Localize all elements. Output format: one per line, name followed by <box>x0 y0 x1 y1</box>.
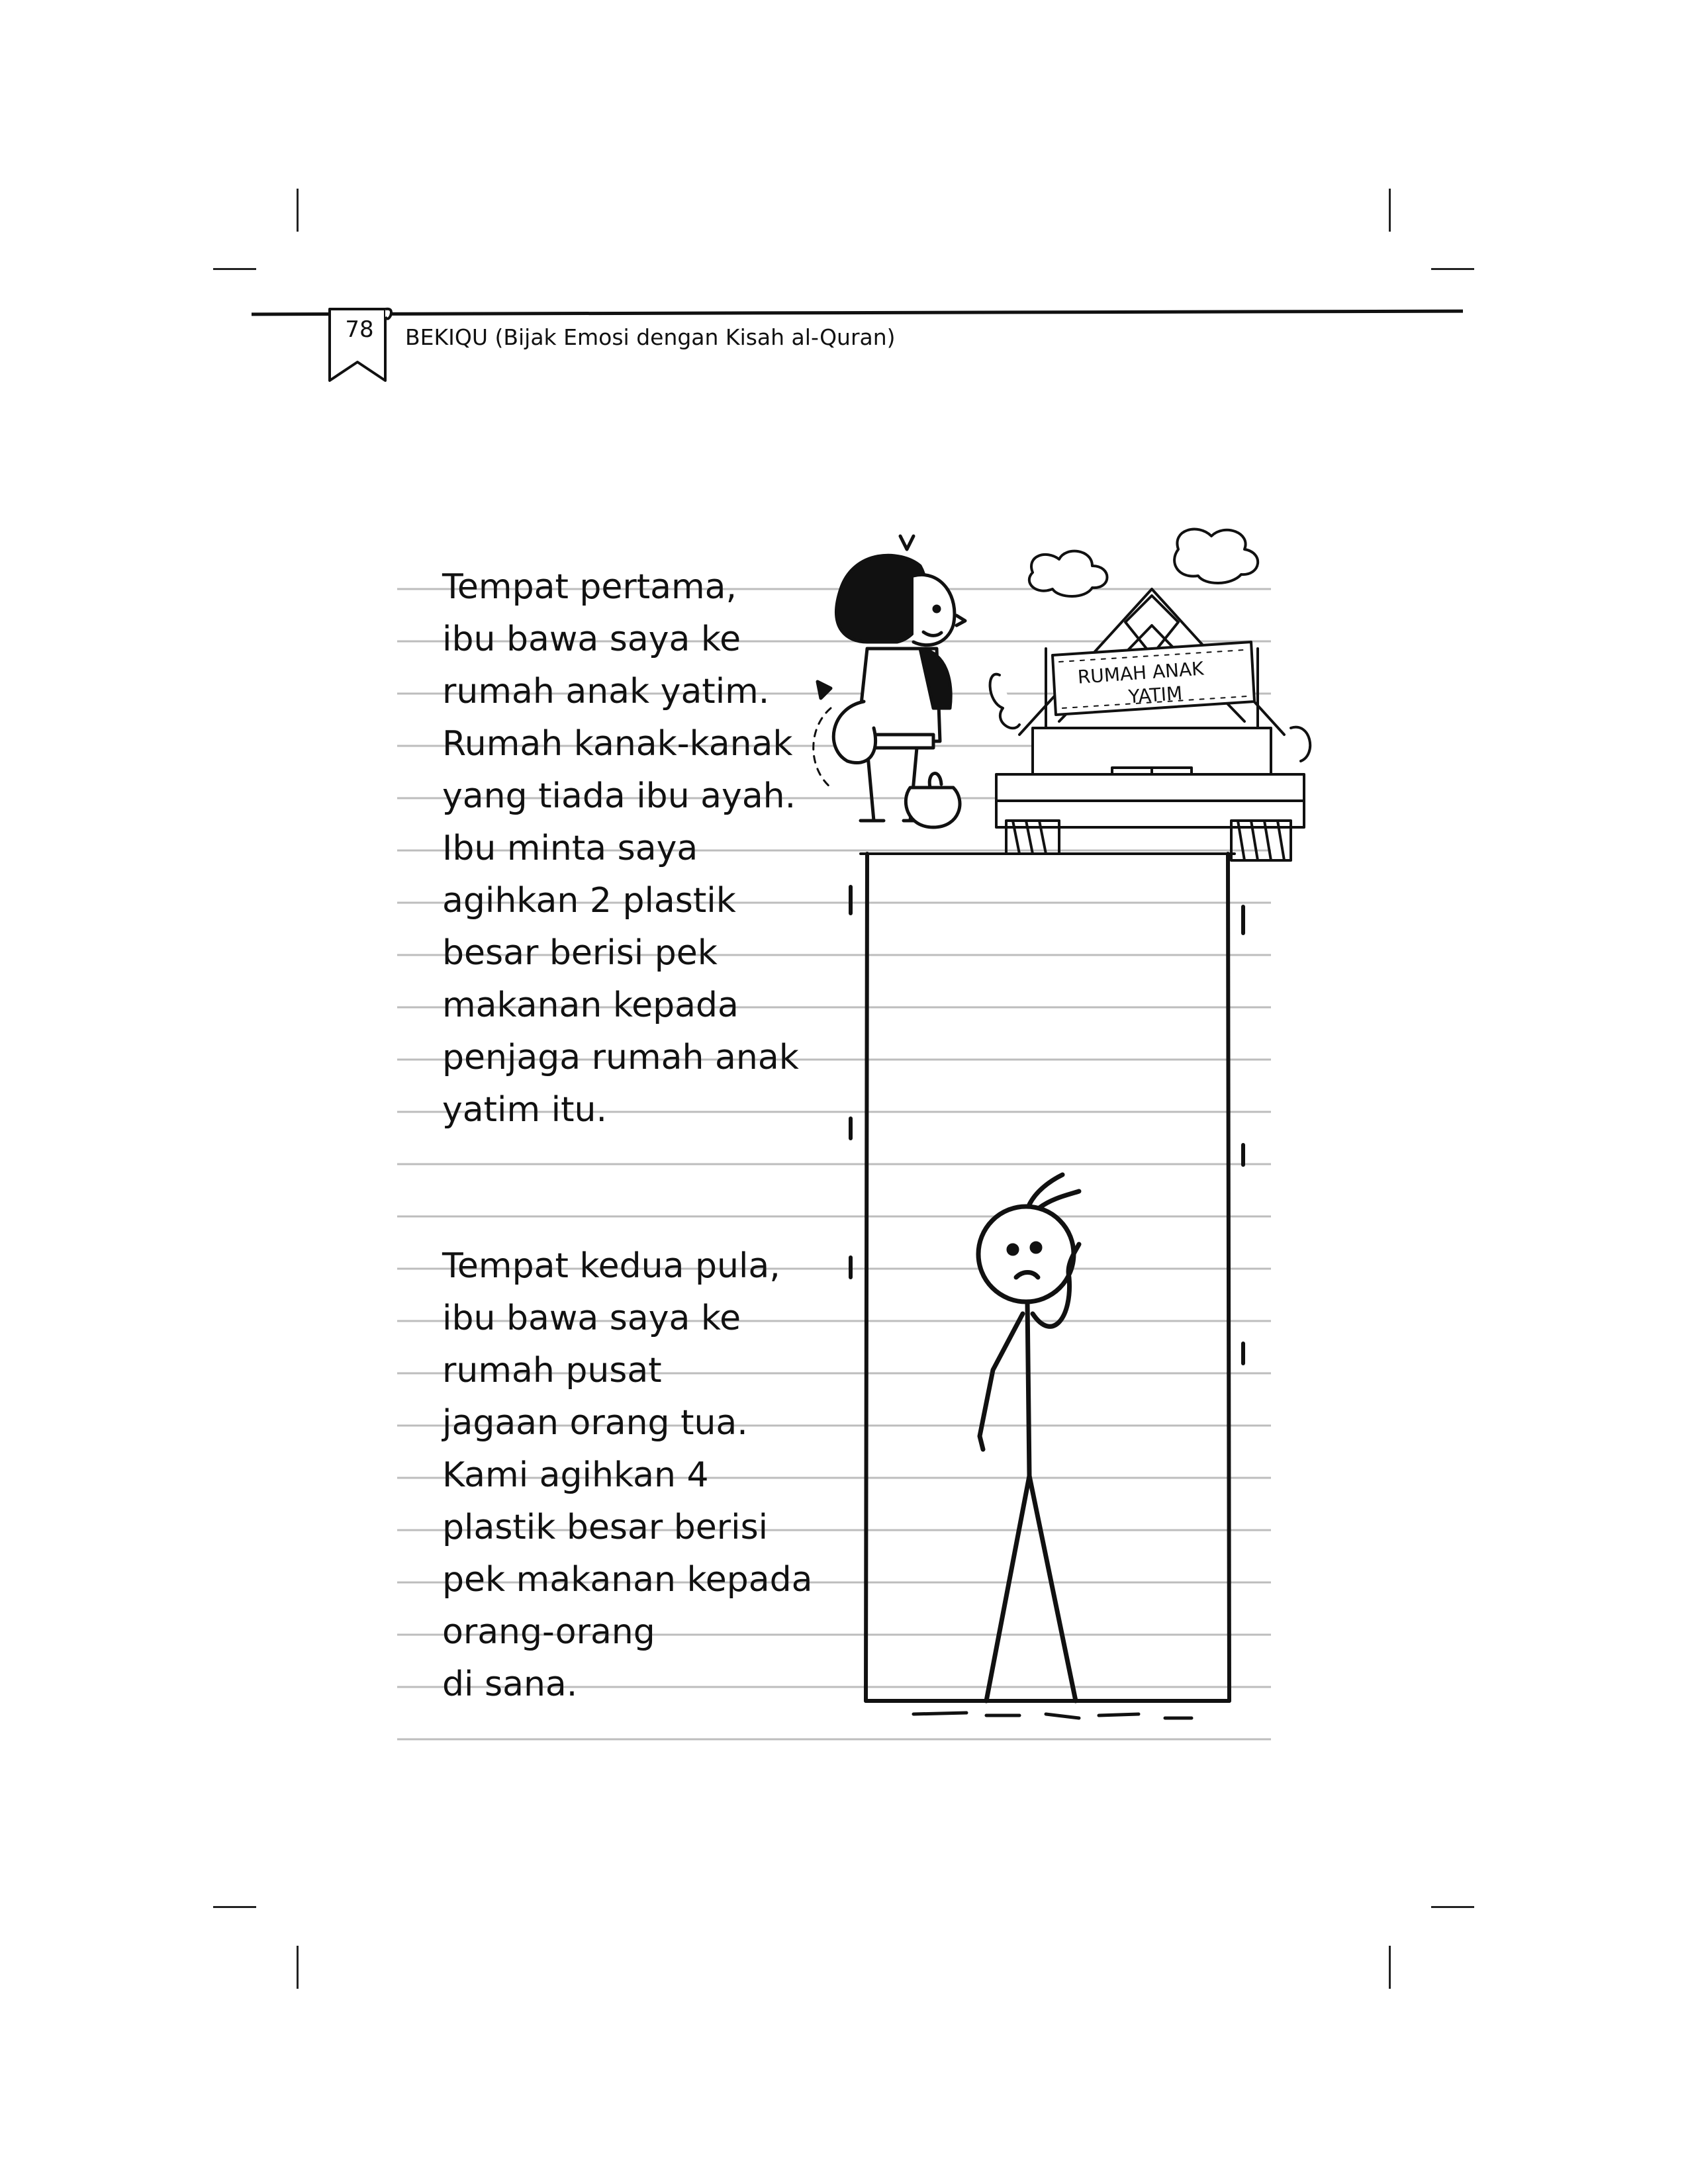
crop-mark-bottom-left-horizontal <box>213 1906 256 1908</box>
text-line: penjaga rumah anak <box>442 1038 799 1077</box>
header-rule <box>252 310 1463 316</box>
crop-mark-bottom-left-vertical <box>297 1946 299 1989</box>
crop-mark-top-left-horizontal <box>213 268 256 270</box>
girl-figure <box>814 536 965 827</box>
text-line: besar berisi pek <box>442 933 718 973</box>
text-line: yang tiada ibu ayah. <box>442 776 796 816</box>
illustration <box>768 510 1324 1734</box>
stick-figure <box>978 1175 1079 1701</box>
text-line: di sana. <box>442 1664 578 1704</box>
cloud-1 <box>1029 551 1107 596</box>
page-number: 78 <box>345 316 374 343</box>
crop-mark-top-right-horizontal <box>1431 268 1474 270</box>
text-line: Rumah kanak-kanak <box>442 724 793 764</box>
text-line: Tempat kedua pula, <box>442 1246 780 1286</box>
text-line: Ibu minta saya <box>442 829 698 868</box>
crop-mark-bottom-right-horizontal <box>1431 1906 1474 1908</box>
text-line: ibu bawa saya ke <box>442 619 741 659</box>
text-line: rumah pusat <box>442 1351 662 1390</box>
cloud-2 <box>1174 529 1258 583</box>
text-line: makanan kepada <box>442 985 739 1025</box>
text-line: orang-orang <box>442 1612 655 1652</box>
text-line: plastik besar berisi <box>442 1508 769 1547</box>
text-line: Tempat pertama, <box>442 567 737 607</box>
crop-mark-top-right-vertical <box>1389 189 1391 232</box>
text-line: agihkan 2 plastik <box>442 881 736 921</box>
sign-line-2: YATIM <box>1127 682 1184 708</box>
orphanage-house <box>990 589 1311 860</box>
crop-mark-bottom-right-vertical <box>1389 1946 1391 1989</box>
text-line: yatim itu. <box>442 1090 607 1130</box>
text-line: ibu bawa saya ke <box>442 1298 741 1338</box>
sign-line-1: RUMAH ANAK <box>1076 657 1205 688</box>
crop-mark-top-left-vertical <box>297 189 299 232</box>
ground-marks <box>914 1713 1192 1718</box>
running-title: BEKIQU (Bijak Emosi dengan Kisah al-Quran) <box>405 324 896 350</box>
text-line: jagaan orang tua. <box>442 1403 748 1443</box>
text-line: rumah anak yatim. <box>442 672 770 711</box>
text-line: pek makanan kepada <box>442 1560 813 1600</box>
bookmark-ribbon-icon <box>324 301 397 387</box>
text-line: Kami agihkan 4 <box>442 1455 709 1495</box>
